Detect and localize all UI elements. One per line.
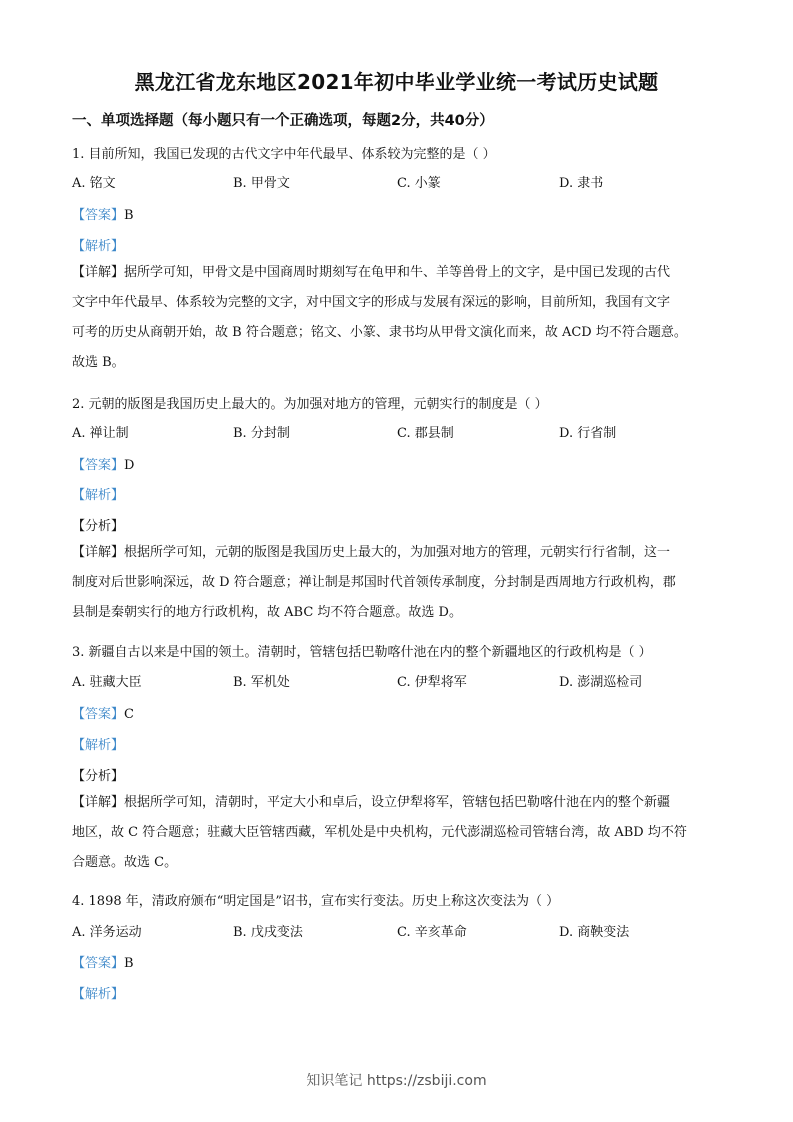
q4-option-d: D. 商鞅变法 (559, 925, 630, 940)
q3-option-c: C. 伊犁将军 (397, 675, 467, 690)
q1-option-d: D. 隶书 (559, 176, 604, 191)
question-stem-1: 1. 目前所知，我国已发现的古代文字中年代最早、体系较为完整的是（ ） (72, 147, 496, 162)
q2-option-c: C. 郡县制 (397, 426, 454, 441)
q3-option-a: A. 驻藏大臣 (72, 675, 142, 690)
q4-option-a: A. 洋务运动 (72, 925, 142, 940)
q3-answer: 【答案】C (72, 707, 134, 722)
q3-option-b: B. 军机处 (233, 675, 290, 690)
q4-answer: 【答案】B (72, 956, 134, 971)
q2-option-d: D. 行省制 (559, 426, 617, 441)
q4-analysis-label: 【解析】 (72, 987, 125, 1002)
q3-option-d: D. 澎湖巡检司 (559, 675, 643, 690)
question-stem-2: 2. 元朝的版图是我国历史上最大的。为加强对地方的管理，元朝实行的制度是（ ） (72, 397, 548, 412)
q1-option-a: A. 铭文 (72, 176, 116, 191)
question-stem-3: 3. 新疆自古以来是中国的领土。清朝时，管辖包括巴勒喀什池在内的整个新疆地区的行政机构是（ ） (72, 645, 652, 660)
page-title: 黑龙江省龙东地区2021年初中毕业学业统一考试历史试题 (134, 70, 659, 94)
q3-detail: 【详解】根据所学可知，清朝时，平定大小和卓后，设立伊犁将军，管辖包括巴勒喀什池在内的整个新疆 地区，故 C 符合题意；驻藏大臣管辖西藏，军机处是中央机构，元代澎湖巡检司管辖台湾，故 ABD 均不符 合题意。故选 C。 (72, 795, 687, 870)
q3-analysis-label: 【解析】 (72, 738, 125, 753)
q2-detail: 【详解】根据所学可知，元朝的版图是我国历史上最大的，为加强对地方的管理，元朝实行行省制，这一 制度对后世影响深远，故 D 符合题意；禅让制是邦国时代首领传承制度，分封制是西周地方行政机构，郡 县制是秦朝实行的地方行政机构，故 ABC 均不符合题意。故选 D。 (72, 545, 676, 620)
detail-label: 【详解】 (72, 265, 125, 280)
q1-detail: 【详解】据所学可知，甲骨文是中国商周时期刻写在龟甲和牛、羊等兽骨上的文字，是中国已发现的古代 文字中年代最早、体系较为完整的文字，对中国文字的形成与发展有深远的影响，目前所知，我国有文字 可考的历史从商朝开始，故 B 符合题意；铭文、小篆、隶书均从甲骨文演化而来，故 ACD 均不符合题意。 故选 B。 (72, 265, 687, 370)
question-stem-4: 4. 1898 年，清政府颁布“明定国是”诏书，宣布实行变法。历史上称这次变法为（ ） (72, 894, 560, 909)
q3-fenxi-label: 【分析】 (72, 769, 125, 784)
q4-option-c: C. 辛亥革命 (397, 925, 467, 940)
q2-option-b: B. 分封制 (233, 426, 290, 441)
q1-answer (72, 204, 134, 223)
q4-option-b: B. 戊戌变法 (233, 925, 303, 940)
answer-value: B (124, 208, 134, 223)
q1-option-b: B. 甲骨文 (233, 176, 290, 191)
q2-fenxi-label: 【分析】 (72, 519, 125, 534)
section-heading: 一、单项选择题（每小题只有一个正确选项，每题2分，共40分） (72, 113, 494, 129)
q2-option-a: A. 禅让制 (72, 426, 129, 441)
footer-watermark[interactable]: 知识笔记 https://zsbiji.com (306, 1073, 487, 1089)
answer-label: 【答案】 (72, 208, 125, 223)
q1-analysis-label: 【解析】 (72, 239, 125, 254)
q1-option-c: C. 小篆 (397, 176, 441, 191)
q2-analysis-label: 【解析】 (72, 488, 125, 503)
q2-answer: 【答案】D (72, 458, 135, 473)
